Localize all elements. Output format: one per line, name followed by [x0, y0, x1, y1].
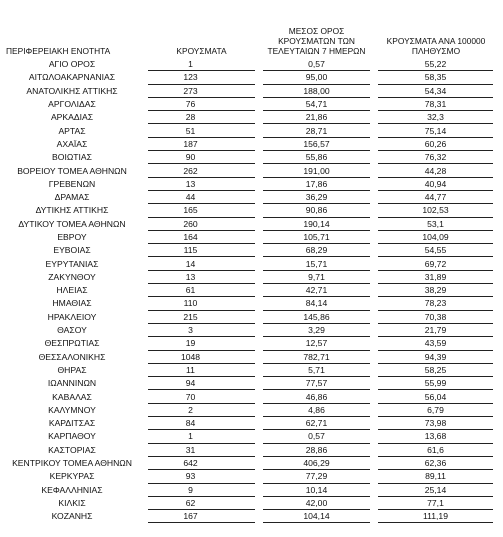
table-body: [4, 58, 498, 523]
per100k-cell: 58,25: [374, 363, 498, 376]
avg7-cell: 95,00: [259, 71, 374, 84]
per100k-cell: 94,39: [374, 350, 498, 363]
cases-cell: 19: [144, 337, 259, 350]
table-row: [4, 483, 498, 496]
cases-cell: 90: [144, 151, 259, 164]
per100k-cell: 6,79: [374, 403, 498, 416]
per100k-cell: 43,59: [374, 337, 498, 350]
header-per100k: ΚΡΟΥΣΜΑΤΑ ΑΝΑ 100000 ΠΛΗΘΥΣΜΟ: [386, 36, 486, 56]
cases-cell: 28: [144, 111, 259, 124]
table-row: [4, 297, 498, 310]
table-row: [4, 71, 498, 84]
region-cell: ΒΟΡΕΙΟΥ ΤΟΜΕΑ ΑΘΗΝΩΝ: [17, 165, 127, 176]
per100k-cell: 77,1: [374, 496, 498, 509]
table-row: [4, 510, 498, 523]
cases-cell: 165: [144, 204, 259, 217]
avg7-cell: 77,57: [259, 377, 374, 390]
region-cell: ΕΥΡΥΤΑΝΙΑΣ: [45, 258, 99, 269]
per100k-cell: 56,04: [374, 390, 498, 403]
per100k-cell: 25,14: [374, 483, 498, 496]
cases-cell: 13: [144, 270, 259, 283]
avg7-cell: 191,00: [259, 164, 374, 177]
region-cell: ΘΕΣΣΑΛΟΝΙΚΗΣ: [38, 351, 106, 362]
region-cell: ΘΑΣΟΥ: [57, 325, 87, 336]
avg7-cell: 0,57: [259, 430, 374, 443]
cases-cell: 1048: [144, 350, 259, 363]
table-row: [4, 443, 498, 456]
per100k-cell: 55,99: [374, 377, 498, 390]
per100k-cell: 78,23: [374, 297, 498, 310]
avg7-cell: 46,86: [259, 390, 374, 403]
cases-cell: 11: [144, 363, 259, 376]
cases-cell: 76: [144, 97, 259, 110]
cases-cell: 164: [144, 230, 259, 243]
per100k-cell: 69,72: [374, 257, 498, 270]
avg7-cell: 84,14: [259, 297, 374, 310]
table-row: [4, 470, 498, 483]
table-row: [4, 284, 498, 297]
region-cell: ΕΒΡΟΥ: [57, 232, 87, 242]
region-cell: ΑΧΑΪΑΣ: [56, 138, 88, 149]
per100k-cell: 44,28: [374, 164, 498, 177]
cases-cell: 1: [144, 430, 259, 443]
region-cell: ΚΑΒΑΛΑΣ: [52, 391, 92, 402]
table-row: [4, 430, 498, 443]
avg7-cell: 12,57: [259, 337, 374, 350]
per100k-cell: 54,55: [374, 244, 498, 257]
region-cell: ΔΡΑΜΑΣ: [54, 192, 90, 203]
cases-cell: 44: [144, 190, 259, 203]
avg7-cell: 90,86: [259, 204, 374, 217]
cases-cell: 3: [144, 323, 259, 336]
table-row: [4, 270, 498, 283]
avg7-cell: 3,29: [259, 323, 374, 336]
avg7-cell: 188,00: [259, 84, 374, 97]
per100k-cell: 58,35: [374, 71, 498, 84]
table-row: [4, 417, 498, 430]
per100k-cell: 21,79: [374, 323, 498, 336]
table-row: [4, 230, 498, 243]
cases-cell: 51: [144, 124, 259, 137]
cases-cell: 84: [144, 417, 259, 430]
region-cell: ΘΕΣΠΡΩΤΙΑΣ: [44, 338, 100, 349]
per100k-cell: 32,3: [374, 111, 498, 124]
region-cell: ΚΑΛΥΜΝΟΥ: [48, 404, 96, 415]
per100k-cell: 60,26: [374, 137, 498, 150]
region-cell: ΘΗΡΑΣ: [57, 364, 87, 375]
table-row: [4, 390, 498, 403]
table-row: [4, 323, 498, 336]
header-cases: ΚΡΟΥΣΜΑΤΑ: [176, 46, 227, 56]
avg7-cell: 5,71: [259, 363, 374, 376]
per100k-cell: 55,22: [374, 58, 498, 71]
region-cell: ΑΙΤΩΛΟΑΚΑΡΝΑΝΙΑΣ: [28, 72, 116, 83]
region-cell: ΓΡΕΒΕΝΩΝ: [48, 178, 96, 189]
table-row: [4, 190, 498, 203]
region-cell: ΚΕΡΚΥΡΑΣ: [49, 471, 95, 482]
region-cell: ΚΑΡΔΙΤΣΑΣ: [48, 418, 96, 429]
avg7-cell: 0,57: [259, 58, 374, 71]
per100k-cell: 40,94: [374, 177, 498, 190]
cases-cell: 187: [144, 137, 259, 150]
region-cell: ΚΑΣΤΟΡΙΑΣ: [48, 444, 96, 455]
table-row: [4, 84, 498, 97]
region-cell: ΒΟΙΩΤΙΑΣ: [52, 152, 92, 163]
table-row: [4, 244, 498, 257]
cases-cell: 62: [144, 496, 259, 509]
per100k-cell: 38,29: [374, 284, 498, 297]
per100k-cell: 54,34: [374, 84, 498, 97]
per100k-cell: 78,31: [374, 97, 498, 110]
avg7-cell: 62,71: [259, 417, 374, 430]
table-row: [4, 111, 498, 124]
region-cell: ΗΛΕΙΑΣ: [56, 285, 88, 296]
table-row: [4, 137, 498, 150]
cases-cell: 94: [144, 377, 259, 390]
avg7-cell: 105,71: [259, 230, 374, 243]
avg7-cell: 9,71: [259, 270, 374, 283]
avg7-cell: 15,71: [259, 257, 374, 270]
avg7-cell: 36,29: [259, 190, 374, 203]
table-row: [4, 350, 498, 363]
avg7-cell: 104,14: [259, 510, 374, 523]
per100k-cell: 62,36: [374, 456, 498, 469]
table-row: [4, 337, 498, 350]
cases-cell: 2: [144, 403, 259, 416]
cases-cell: 273: [144, 84, 259, 97]
avg7-cell: 4,86: [259, 403, 374, 416]
region-cell: ΔΥΤΙΚΗΣ ΑΤΤΙΚΗΣ: [35, 205, 109, 216]
region-cell: ΚΑΡΠΑΘΟΥ: [48, 431, 96, 442]
header-row: [4, 14, 498, 58]
cases-cell: 13: [144, 177, 259, 190]
table-row: [4, 217, 498, 230]
region-cell: ΚΟΖΑΝΗΣ: [51, 511, 93, 522]
per100k-cell: 75,14: [374, 124, 498, 137]
region-cell: ΗΡΑΚΛΕΙΟΥ: [47, 311, 97, 322]
per100k-cell: 76,32: [374, 151, 498, 164]
avg7-cell: 42,71: [259, 284, 374, 297]
cases-cell: 262: [144, 164, 259, 177]
region-cell: ΑΡΚΑΔΙΑΣ: [50, 112, 94, 123]
per100k-cell: 44,77: [374, 190, 498, 203]
cases-cell: 31: [144, 443, 259, 456]
avg7-cell: 190,14: [259, 217, 374, 230]
cases-table: [4, 14, 503, 523]
per100k-cell: 111,19: [374, 510, 498, 523]
per100k-cell: 104,09: [374, 230, 498, 243]
region-cell: ΑΡΤΑΣ: [58, 125, 86, 136]
header-region: ΠΕΡΙΦΕΡΕΙΑΚΗ ΕΝΟΤΗΤΑ: [6, 46, 111, 56]
region-cell: ΕΥΒΟΙΑΣ: [53, 245, 91, 256]
per100k-cell: 73,98: [374, 417, 498, 430]
per100k-cell: 102,53: [374, 204, 498, 217]
region-cell: ΖΑΚΥΝΘΟΥ: [48, 271, 96, 282]
cases-cell: 123: [144, 71, 259, 84]
avg7-cell: 156,57: [259, 137, 374, 150]
cases-cell: 70: [144, 390, 259, 403]
avg7-cell: 77,29: [259, 470, 374, 483]
avg7-cell: 406,29: [259, 456, 374, 469]
cases-cell: 1: [144, 58, 259, 71]
region-cell: ΚΙΛΚΙΣ: [58, 497, 86, 508]
table-row: [4, 456, 498, 469]
cases-cell: 110: [144, 297, 259, 310]
table-row: [4, 151, 498, 164]
region-cell: ΙΩΑΝΝΙΝΩΝ: [47, 378, 97, 389]
cases-cell: 9: [144, 483, 259, 496]
table-row: [4, 363, 498, 376]
table-row: [4, 177, 498, 190]
region-cell: ΑΝΑΤΟΛΙΚΗΣ ΑΤΤΙΚΗΣ: [26, 85, 118, 96]
header-avg7: ΜΕΣΟΣ ΟΡΟΣ ΚΡΟΥΣΜΑΤΩΝ ΤΩΝ ΤΕΛΕΥΤΑΙΩΝ 7 ΗΜΕΡΩΝ: [267, 26, 366, 56]
region-cell: ΔΥΤΙΚΟΥ ΤΟΜΕΑ ΑΘΗΝΩΝ: [18, 218, 126, 229]
table-row: [4, 310, 498, 323]
cases-cell: 167: [144, 510, 259, 523]
avg7-cell: 42,00: [259, 496, 374, 509]
region-cell: ΑΡΓΟΛΙΔΑΣ: [48, 99, 96, 110]
cases-cell: 93: [144, 470, 259, 483]
cases-cell: 642: [144, 456, 259, 469]
avg7-cell: 54,71: [259, 97, 374, 110]
per100k-cell: 89,11: [374, 470, 498, 483]
per100k-cell: 61,6: [374, 443, 498, 456]
table-row: [4, 97, 498, 110]
table-row: [4, 496, 498, 509]
table-row: [4, 124, 498, 137]
table-header: [4, 14, 498, 58]
avg7-cell: 145,86: [259, 310, 374, 323]
cases-cell: 115: [144, 244, 259, 257]
region-cell: ΚΕΝΤΡΙΚΟΥ ΤΟΜΕΑ ΑΘΗΝΩΝ: [12, 458, 132, 469]
per100k-cell: 31,89: [374, 270, 498, 283]
per100k-cell: 53,1: [374, 217, 498, 230]
avg7-cell: 10,14: [259, 483, 374, 496]
avg7-cell: 21,86: [259, 111, 374, 124]
avg7-cell: 55,86: [259, 151, 374, 164]
region-cell: ΑΓΙΟ ΟΡΟΣ: [48, 59, 96, 70]
avg7-cell: 68,29: [259, 244, 374, 257]
table-row: [4, 164, 498, 177]
cases-cell: 215: [144, 310, 259, 323]
cases-cell: 14: [144, 257, 259, 270]
table-row: [4, 58, 498, 71]
cases-cell: 61: [144, 284, 259, 297]
region-cell: ΗΜΑΘΙΑΣ: [52, 298, 92, 309]
avg7-cell: 28,86: [259, 443, 374, 456]
cases-cell: 260: [144, 217, 259, 230]
avg7-cell: 782,71: [259, 350, 374, 363]
avg7-cell: 28,71: [259, 124, 374, 137]
table-row: [4, 257, 498, 270]
table-row: [4, 204, 498, 217]
per100k-cell: 13,68: [374, 430, 498, 443]
region-cell: ΚΕΦΑΛΛΗΝΙΑΣ: [41, 484, 103, 495]
table-row: [4, 403, 498, 416]
avg7-cell: 17,86: [259, 177, 374, 190]
table-row: [4, 377, 498, 390]
per100k-cell: 70,38: [374, 310, 498, 323]
